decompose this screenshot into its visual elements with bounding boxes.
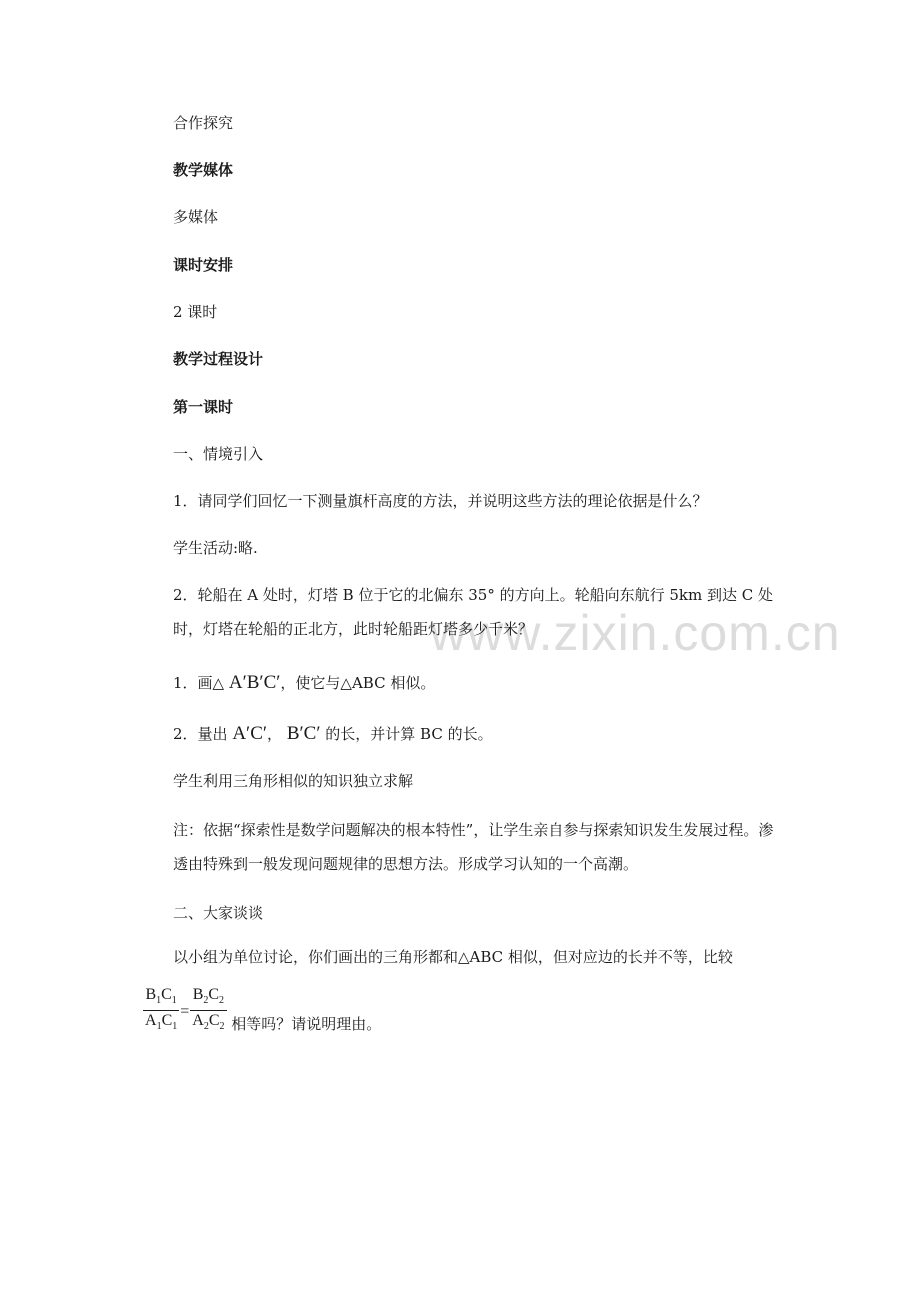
heading-schedule: 课时安排 <box>173 256 234 274</box>
media-text: 多媒体 <box>173 208 219 226</box>
task-1-post: ，使它与△ABC 相似。 <box>280 674 436 692</box>
student-solve: 学生利用三角形相似的知识独立求解 <box>173 772 414 790</box>
heading-first-lesson: 第一课时 <box>173 398 234 416</box>
task-1 <box>173 672 435 694</box>
equals-sign: = <box>180 1002 190 1020</box>
task-2 <box>173 723 493 745</box>
fraction-1-numerator: $B_1C_1$ <box>145 986 177 1007</box>
ratio-line <box>143 986 381 1037</box>
note: 注：依据“探索性是数学问题解决的根本特性”，让学生亲自参与探索知识发生发展过程。渗透由特殊到一般发现问题规律的思想方法。形成学习认知的一个高潮。 <box>173 821 774 873</box>
fraction-2 <box>190 986 226 1037</box>
task-2-pre: 2．量出 <box>173 725 233 743</box>
task-1-pre: 1．画△ <box>173 674 229 692</box>
fraction-1-denominator: $A_1C_1$ <box>143 1010 179 1037</box>
fraction-1 <box>143 986 179 1037</box>
student-activity: 学生活动:略. <box>173 539 258 557</box>
question-2: 2．轮船在 A 处时，灯塔 B 位于它的北偏东 35° 的方向上。轮船向东航行 5km 到达 C 处时，灯塔在轮船的正北方，此时轮船距灯塔多少千米？ <box>173 586 774 638</box>
fraction-2-denominator: $A_2C_2$ <box>190 1010 226 1037</box>
task-2-post: 的长，并计算 BC 的长。 <box>320 725 493 743</box>
discussion-text: 以小组为单位讨论，你们画出的三角形都和△ABC 相似，但对应边的长并不等，比较 <box>173 948 733 966</box>
task-2-sep: ， <box>267 725 287 743</box>
heading-process-design: 教学过程设计 <box>173 350 264 368</box>
segment-ac: A′C′ <box>232 723 268 744</box>
watermark: www.zixin.com.cn <box>430 605 841 661</box>
triangle-label: A′B′C′ <box>228 672 281 693</box>
section-intro: 一、情境引入 <box>173 445 264 463</box>
method-text: 合作探究 <box>173 114 234 132</box>
heading-teaching-media: 教学媒体 <box>173 161 234 179</box>
section-discussion: 二、大家谈谈 <box>173 904 264 922</box>
segment-bc: B′C′ <box>286 723 321 744</box>
question-1: 1．请同学们回忆一下测量旗杆高度的方法，并说明这些方法的理论依据是什么？ <box>173 492 708 510</box>
schedule-text: 2 课时 <box>173 303 218 321</box>
ratio-question: 相等吗？请说明理由。 <box>226 1014 382 1033</box>
fraction-2-numerator: $B_2C_2$ <box>192 986 225 1007</box>
